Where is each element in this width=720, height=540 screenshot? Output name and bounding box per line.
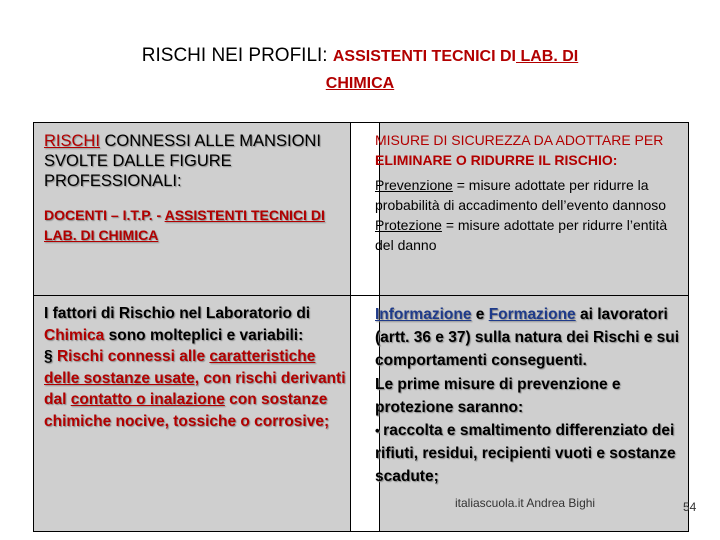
round-bullet: •	[375, 423, 384, 439]
risks-deriving: con rischi derivanti dal	[44, 369, 346, 409]
title-red-part: ASSISTENTI TECNICI DI	[332, 48, 516, 65]
information-training-text	[375, 303, 687, 489]
risks-heading-rest: CONNESSI ALLE MANSIONI SVOLTE DALLE FIGURE PROFESSIONALI:	[44, 132, 321, 190]
slide-title	[40, 42, 680, 97]
factors-intro-end: sono molteplici e variabili:	[104, 326, 304, 344]
substances-harmful: con sostanze chimiche nocive, tossiche o corrosive;	[44, 391, 330, 430]
roles-prefix: DOCENTI – I.T.P. -	[44, 207, 165, 223]
title-second-line: CHIMICA	[325, 75, 395, 92]
substance-characteristics: caratteristiche delle sostanze usate,	[44, 348, 316, 387]
factors-intro: I fattori di Rischio nel Laboratorio di	[44, 305, 311, 322]
info-rest: ai lavoratori (artt. 36 e 37) sulla natura dei Rischi e sui comportamenti conseguenti.	[375, 306, 680, 370]
footer-credit: italiascuola.it Andrea Bighi	[455, 496, 596, 510]
risk-connected: Rischi connessi alle	[56, 348, 210, 366]
content-table	[33, 122, 689, 532]
safety-measures	[375, 130, 685, 255]
measures-intro-bold: ELIMINARE O RIDURRE IL RISCHIO:	[375, 152, 618, 168]
protection-definition: = misure adottate per ridurre l’entità del danno	[375, 217, 668, 253]
roles-assistants: ASSISTENTI TECNICI DI LAB. DI CHIMICA	[44, 207, 325, 243]
protection-term: Protezione	[375, 217, 442, 233]
conj: e	[471, 306, 489, 323]
risks-heading	[44, 131, 344, 191]
row-divider	[34, 295, 688, 296]
prevention-definition: = misure adottate per ridurre la probabilità di accadimento dell’evento dannoso	[375, 177, 667, 213]
risks-word: RISCHI	[44, 132, 100, 150]
square-bullet: §	[44, 348, 57, 366]
title-red-underlined: LAB. DI	[516, 48, 579, 65]
informazione-term: Informazione	[375, 306, 472, 323]
page-number: 54	[683, 500, 697, 514]
first-measures: Le prime misure di prevenzione e protezione saranno:	[375, 375, 621, 416]
roles-text	[44, 205, 344, 245]
contact-inhalation: contatto o inalazione	[70, 391, 225, 409]
waste-collection: raccolta e smaltimento differenziato dei rifiuti, residui, recipienti vuoti e sostanze scadute;	[375, 422, 676, 486]
prevention-term: Prevenzione	[375, 177, 453, 193]
risk-factors-text	[44, 303, 349, 433]
title-prefix: RISCHI NEI PROFILI:	[141, 45, 333, 66]
measures-intro: MISURE DI SICUREZZA DA ADOTTARE PER	[375, 132, 664, 148]
factors-chimica: Chimica	[44, 326, 105, 344]
formazione-term: Formazione	[488, 306, 576, 323]
